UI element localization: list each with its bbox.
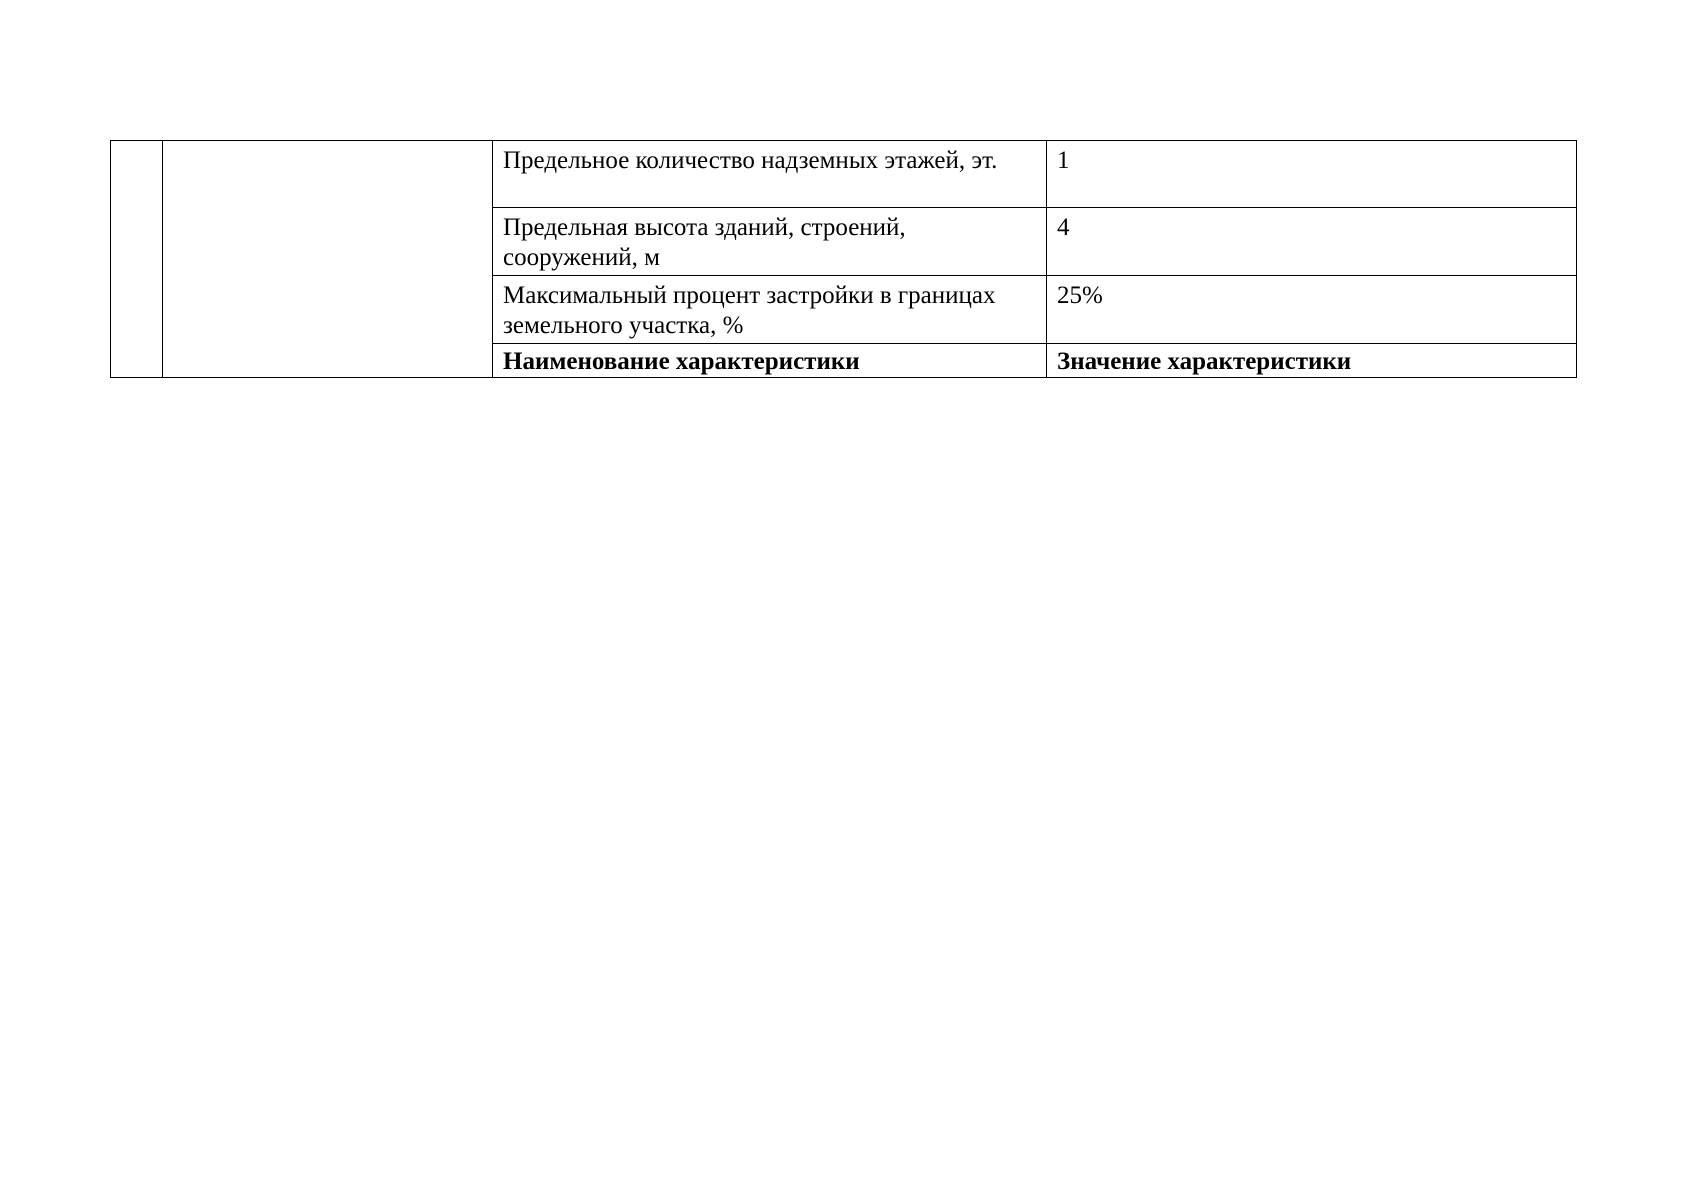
table-row <box>111 141 1577 208</box>
characteristics-table <box>110 140 1577 378</box>
characteristic-name: Предельная высота зданий, строений, сооружений, м <box>493 208 1047 276</box>
empty-zone-cell <box>163 141 493 378</box>
header-name-cell: Наименование характеристики <box>493 344 1047 378</box>
characteristic-name: Предельное количество надземных этажей, эт. <box>493 141 1047 208</box>
characteristic-value: 4 <box>1047 208 1577 276</box>
header-value-cell: Значение характеристики <box>1047 344 1577 378</box>
characteristic-name: Максимальный процент застройки в границах земельного участка, % <box>493 276 1047 344</box>
characteristic-value: 1 <box>1047 141 1577 208</box>
characteristic-value: 25% <box>1047 276 1577 344</box>
empty-number-cell <box>111 141 163 378</box>
